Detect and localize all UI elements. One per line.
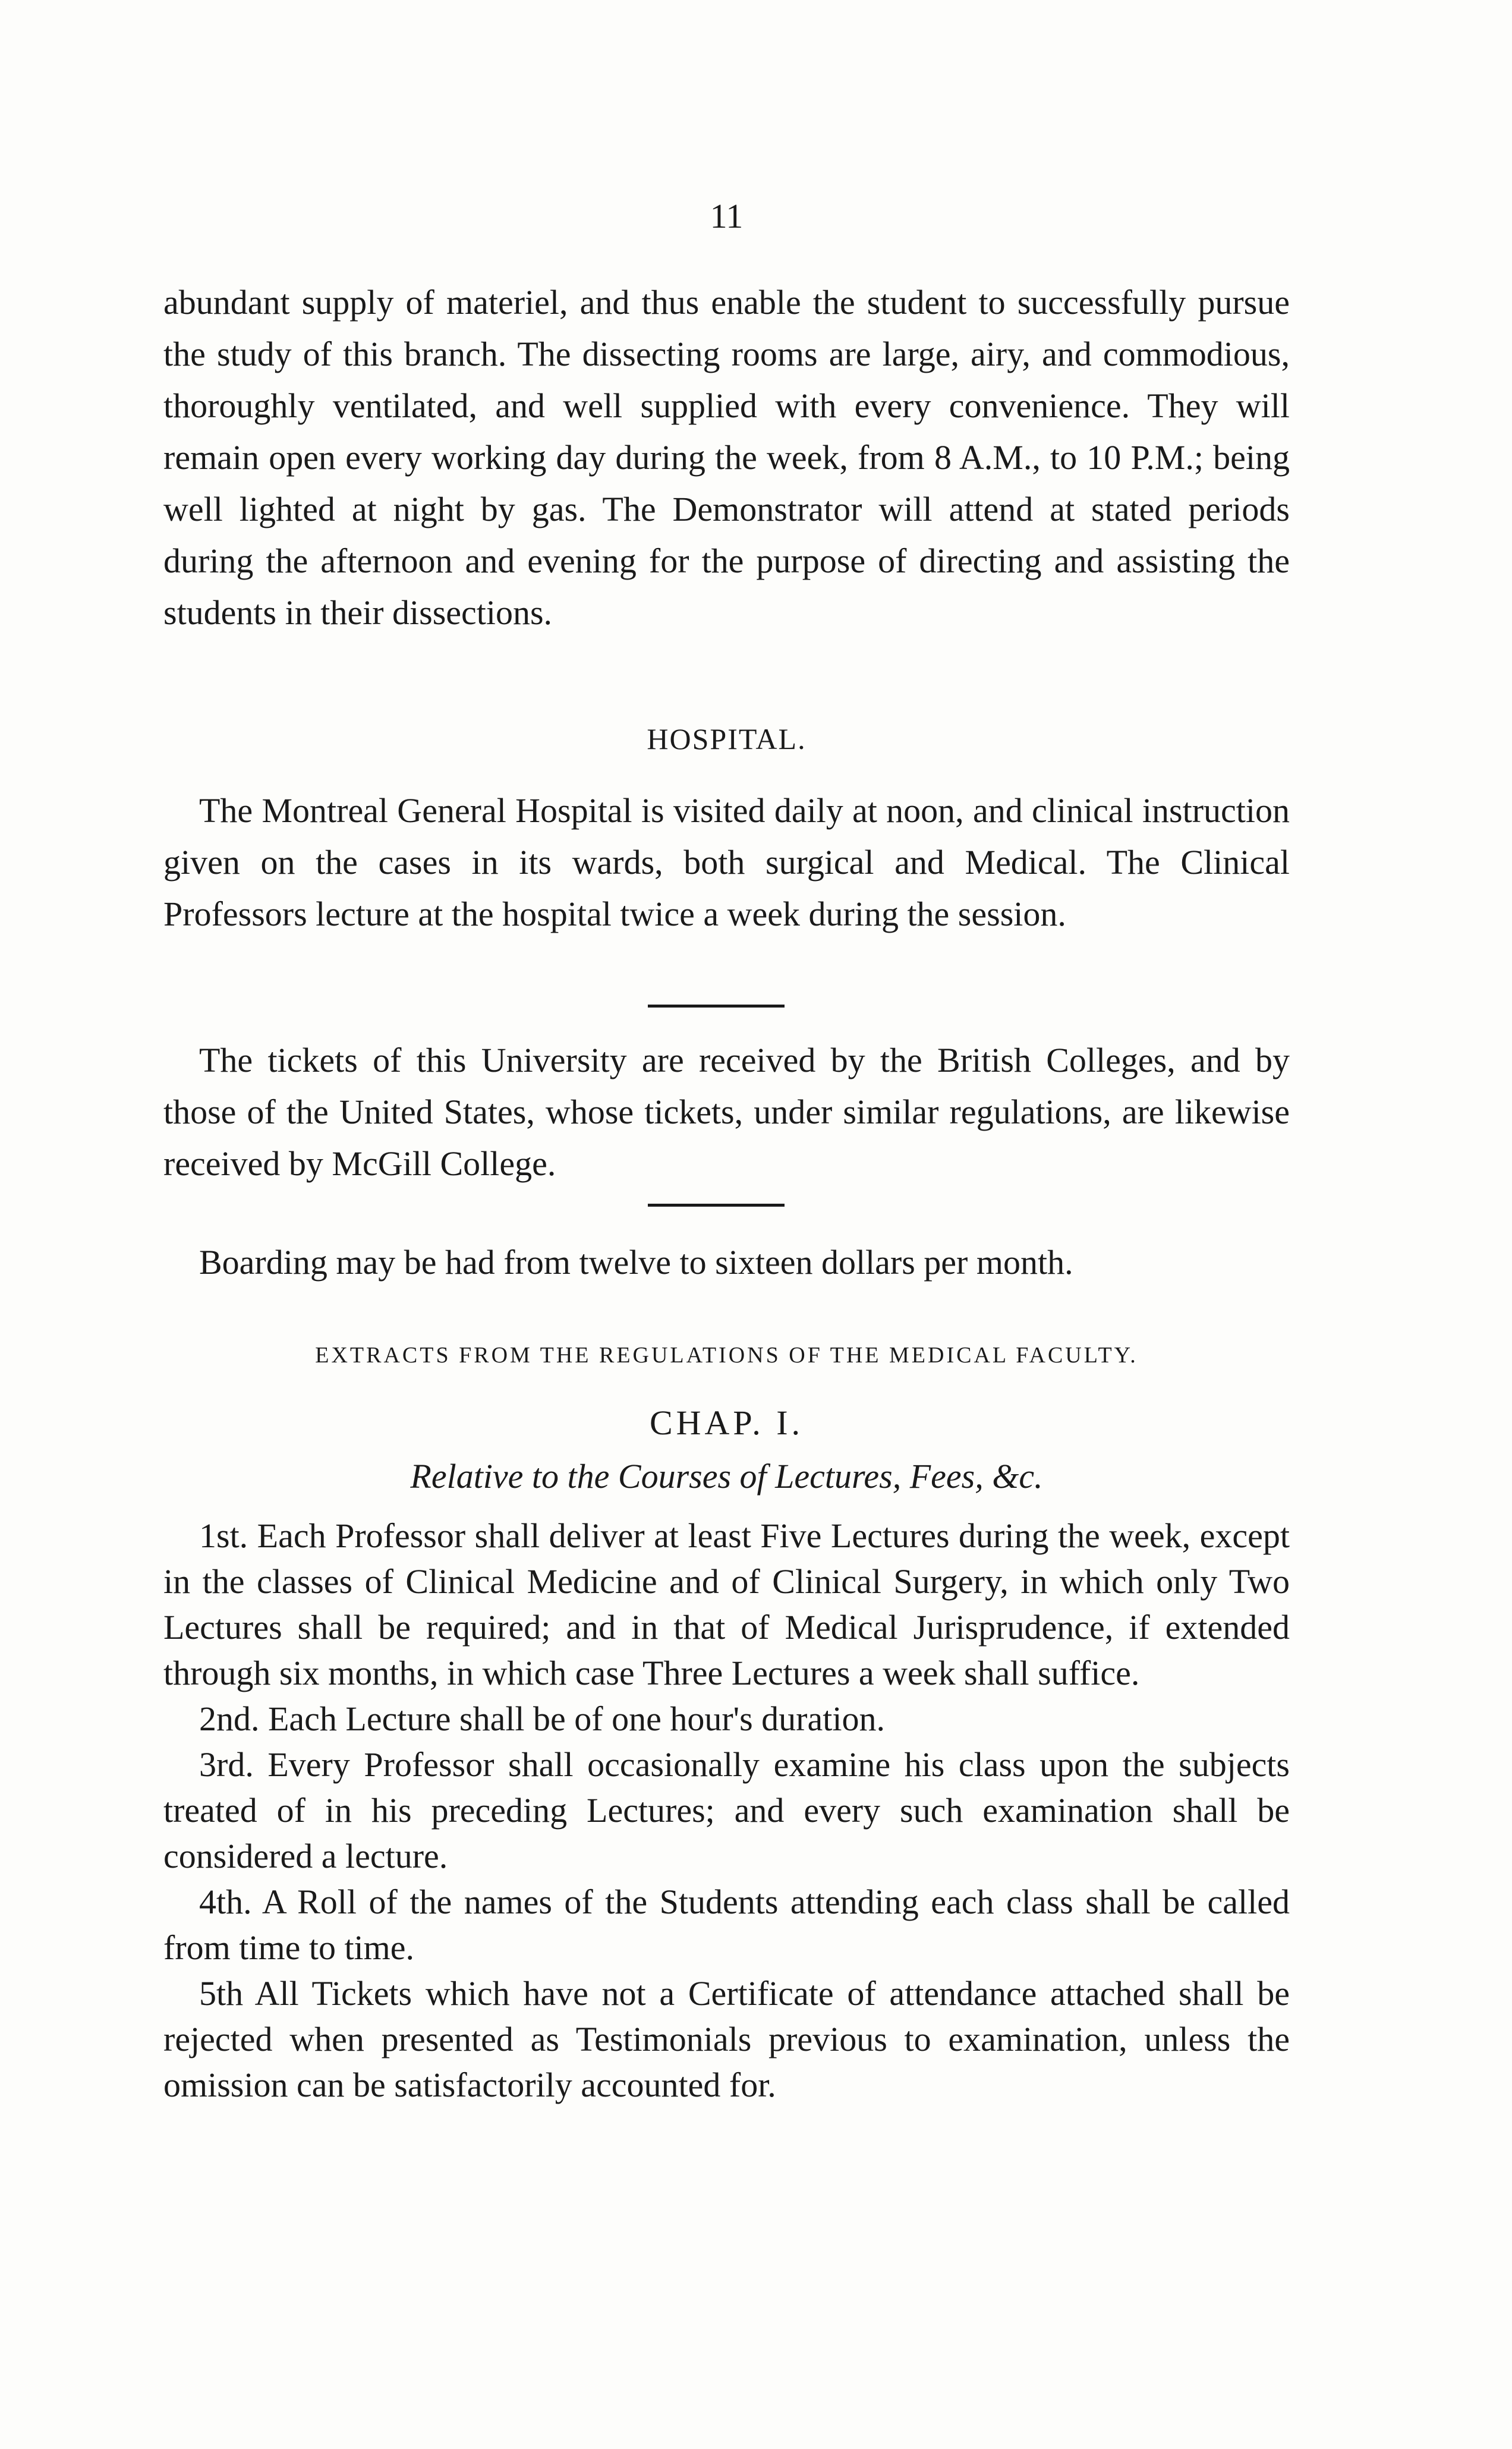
hospital-heading: HOSPITAL. [647,722,807,756]
chapter-subtitle: Relative to the Courses of Lectures, Fees, &c. [410,1457,1043,1496]
boarding-paragraph: Boarding may be had from twelve to sixteen dollars per month. [199,1243,1073,1282]
extracts-heading: EXTRACTS FROM THE REGULATIONS OF THE MEDICAL FACULTY. [315,1343,1138,1368]
regulations-list [163,1513,1290,2108]
hospital-paragraph: The Montreal General Hospital is visited daily at noon, and clinical instruction given on the cases in its wards, both surgical and Medical. The Clinical Professors lecture at the hospital twice a week during the session. [163,791,1290,933]
section-divider [648,1005,785,1008]
regulation-item: 4th. A Roll of the names of the Students attending each class shall be called from time to time. [163,1883,1290,1967]
page-number: 11 [710,197,744,235]
regulation-item: 3rd. Every Professor shall occasionally examine his class upon the subjects treated of in his preceding Lectures; and every such examination shall be considered a lecture. [163,1745,1290,1875]
tickets-paragraph: The tickets of this University are received by the British Colleges, and by those of the United States, whose tickets, under similar regulations, are likewise received by McGill College. [163,1041,1290,1183]
regulation-item: 1st. Each Professor shall deliver at least Five Lectures during the week, except in the classes of Clinical Medicine and of Clinical Surgery, in which only Two Lectures shall be required; and in that of Medical Jurisprudence, if extended through six months, in which case Three Lectures a week shall suffice. [163,1516,1290,1692]
intro-paragraph: abundant supply of materiel, and thus enable the student to successfully pursue the study of this branch. The dissecting rooms are large, airy, and commodious, thoroughly ventilated, and well supplied with every convenience. They will remain open every working day during the week, from 8 A.M., to 10 P.M.; being well lighted at night by gas. The Demonstrator will attend at stated periods during the afternoon and evening for the purpose of directing and assisting the students in their dissections. [163,283,1290,632]
chapter-heading: CHAP. I. [649,1403,804,1442]
regulation-item: 2nd. Each Lecture shall be of one hour's duration. [199,1699,885,1738]
regulation-item: 5th All Tickets which have not a Certificate of attendance attached shall be rejected when presented as Testimonials previous to examination, unless the omission can be satisfactorily accounted for. [163,1974,1290,2104]
section-divider [648,1204,785,1207]
